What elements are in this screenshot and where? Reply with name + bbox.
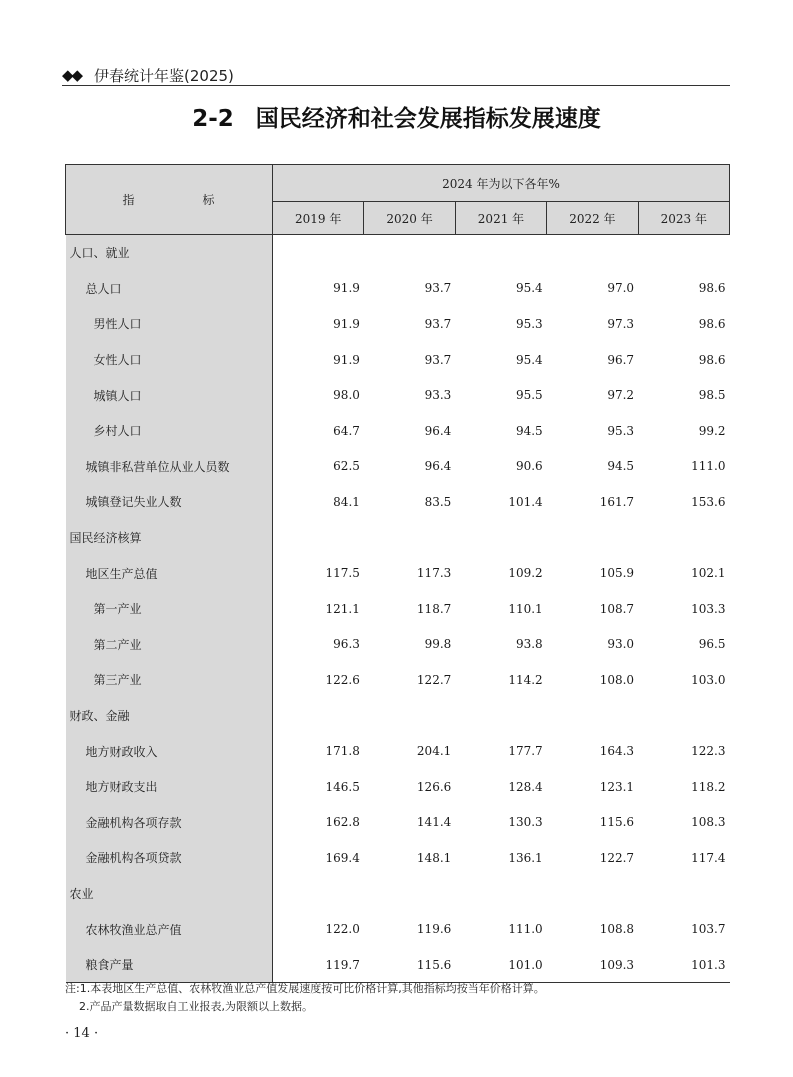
value-cell: 97.0 — [607, 281, 635, 296]
value-cell: 117.3 — [416, 566, 452, 581]
value-cell: 122.7 — [599, 850, 635, 865]
value-cell: 93.7 — [424, 281, 452, 296]
year-header: 2022 年 — [547, 202, 638, 235]
footnote-1: 注:1.本表地区生产总值、农林牧渔业总产值发展速度按可比价格计算,其他指标均按当年价格计算。 — [65, 982, 545, 995]
value-cell: 93.3 — [424, 388, 452, 403]
row-label: 总人口 — [66, 271, 273, 307]
value-cell: 126.6 — [416, 779, 452, 794]
value-cell: 122.6 — [325, 672, 360, 687]
value-cell: 93.8 — [515, 637, 543, 652]
value-cell: 96.5 — [698, 637, 726, 652]
footnote-2: 2.产品产量数据取自工业报表,为限额以上数据。 — [79, 1000, 313, 1013]
table-row — [66, 377, 730, 413]
value-cell: 96.7 — [607, 352, 635, 367]
value-cell: 119.6 — [416, 922, 452, 937]
section-row — [66, 520, 730, 556]
value-cell: 95.5 — [515, 388, 543, 403]
value-cell: 109.2 — [508, 566, 543, 581]
value-cell: 93.0 — [607, 637, 635, 652]
value-cell — [455, 235, 546, 271]
value-cell: 91.9 — [333, 352, 360, 367]
row-label: 男性人口 — [66, 306, 273, 342]
table-row — [66, 769, 730, 805]
value-cell: 102.1 — [691, 566, 726, 581]
value-cell: 84.1 — [333, 494, 360, 509]
value-cell: 118.2 — [691, 779, 726, 794]
value-cell: 93.7 — [424, 316, 452, 331]
table-row — [66, 733, 730, 769]
table-row — [66, 840, 730, 876]
diamond-icon: ◆◆ — [62, 66, 82, 84]
value-cell: 114.2 — [508, 672, 543, 687]
value-cell: 148.1 — [416, 850, 452, 865]
year-header: 2020 年 — [364, 202, 455, 235]
value-cell: 98.6 — [698, 352, 726, 367]
row-label: 农业 — [66, 876, 273, 912]
row-label: 乡村人口 — [66, 413, 273, 449]
table-row — [66, 306, 730, 342]
value-cell: 94.5 — [515, 423, 543, 438]
row-label: 国民经济核算 — [66, 520, 273, 556]
value-cell: 98.0 — [333, 388, 360, 403]
value-cell: 110.1 — [508, 601, 543, 616]
table-row — [66, 805, 730, 841]
value-cell: 128.4 — [508, 779, 543, 794]
value-cell: 90.6 — [515, 459, 543, 474]
row-label: 地方财政支出 — [66, 769, 273, 805]
value-cell: 96.4 — [424, 423, 452, 438]
row-label: 女性人口 — [66, 342, 273, 378]
value-cell: 111.0 — [508, 922, 543, 937]
value-cell: 103.0 — [691, 672, 726, 687]
value-cell: 91.9 — [333, 281, 360, 296]
row-label: 粮食产量 — [66, 947, 273, 983]
value-cell: 95.3 — [515, 316, 543, 331]
table-title: 国民经济和社会发展指标发展速度 — [255, 106, 601, 132]
value-cell: 98.6 — [698, 281, 726, 296]
value-cell: 103.3 — [691, 601, 726, 616]
table-row — [66, 911, 730, 947]
value-cell: 117.5 — [325, 566, 360, 581]
value-cell: 119.7 — [273, 947, 364, 983]
value-cell — [455, 698, 546, 734]
page-title — [0, 100, 793, 133]
table-row — [66, 484, 730, 520]
row-label: 城镇登记失业人数 — [66, 484, 273, 520]
value-cell: 136.1 — [508, 850, 543, 865]
row-label: 人口、就业 — [66, 235, 273, 271]
section-row — [66, 235, 730, 271]
value-cell — [547, 698, 638, 734]
value-cell: 97.3 — [607, 316, 635, 331]
table-row — [66, 627, 730, 663]
table-row — [66, 271, 730, 307]
value-cell: 98.6 — [698, 316, 726, 331]
value-cell: 177.7 — [508, 744, 543, 759]
value-cell: 94.5 — [607, 459, 635, 474]
value-cell: 164.3 — [599, 744, 635, 759]
value-cell: 123.1 — [599, 779, 635, 794]
row-label: 农林牧渔业总产值 — [66, 911, 273, 947]
row-label: 地区生产总值 — [66, 555, 273, 591]
value-cell: 115.6 — [364, 947, 455, 983]
value-cell — [638, 876, 729, 912]
row-label: 第二产业 — [66, 627, 273, 663]
value-cell: 115.6 — [599, 815, 635, 830]
value-cell — [273, 520, 364, 556]
header-rule — [62, 85, 730, 86]
table-row — [66, 662, 730, 698]
value-cell: 162.8 — [325, 815, 360, 830]
value-cell: 122.0 — [325, 922, 360, 937]
table-row — [66, 947, 730, 983]
value-cell: 109.3 — [547, 947, 638, 983]
value-cell: 101.4 — [508, 494, 543, 509]
value-cell — [455, 876, 546, 912]
value-cell — [364, 698, 455, 734]
value-cell: 103.7 — [691, 922, 726, 937]
row-label: 金融机构各项存款 — [66, 805, 273, 841]
row-label: 地方财政收入 — [66, 733, 273, 769]
year-header: 2021 年 — [455, 202, 546, 235]
indicator-header: 指 标 — [66, 165, 273, 235]
value-cell: 95.3 — [607, 423, 635, 438]
value-cell: 101.0 — [455, 947, 546, 983]
value-cell: 108.3 — [691, 815, 726, 830]
value-cell — [273, 235, 364, 271]
value-cell: 118.7 — [416, 601, 452, 616]
footnotes — [65, 980, 545, 1016]
value-cell — [638, 698, 729, 734]
value-cell: 122.7 — [416, 672, 452, 687]
value-cell — [638, 235, 729, 271]
row-label: 城镇人口 — [66, 377, 273, 413]
table-row — [66, 342, 730, 378]
value-cell — [547, 235, 638, 271]
page-number: · 14 · — [65, 1026, 99, 1041]
table-row — [66, 449, 730, 485]
value-cell: 62.5 — [333, 459, 360, 474]
value-cell: 93.7 — [424, 352, 452, 367]
value-cell: 99.8 — [424, 637, 452, 652]
book-title: 伊春统计年鉴(2025) — [94, 67, 234, 85]
value-cell: 95.4 — [515, 352, 543, 367]
year-header: 2023 年 — [638, 202, 729, 235]
row-label: 财政、金融 — [66, 698, 273, 734]
table-number: 2-2 — [192, 106, 234, 132]
indicator-table — [65, 164, 730, 983]
table-row — [66, 591, 730, 627]
table-row — [66, 413, 730, 449]
value-cell: 108.8 — [599, 922, 635, 937]
value-cell — [547, 876, 638, 912]
running-header — [62, 62, 730, 86]
value-cell: 96.4 — [424, 459, 452, 474]
value-cell — [273, 698, 364, 734]
value-cell — [638, 520, 729, 556]
year-header: 2019 年 — [273, 202, 364, 235]
value-cell — [455, 520, 546, 556]
value-cell: 64.7 — [333, 423, 360, 438]
value-cell: 121.1 — [325, 601, 360, 616]
value-cell: 95.4 — [515, 281, 543, 296]
value-cell — [273, 876, 364, 912]
value-cell: 111.0 — [691, 459, 726, 474]
value-cell: 91.9 — [333, 316, 360, 331]
value-cell: 108.7 — [599, 601, 635, 616]
value-cell: 99.2 — [698, 423, 726, 438]
value-cell: 171.8 — [325, 744, 360, 759]
value-cell: 83.5 — [424, 494, 452, 509]
value-cell: 108.0 — [599, 672, 635, 687]
value-cell: 101.3 — [638, 947, 729, 983]
value-cell: 97.2 — [607, 388, 635, 403]
row-label: 金融机构各项贷款 — [66, 840, 273, 876]
value-cell — [364, 520, 455, 556]
value-cell: 146.5 — [325, 779, 360, 794]
value-cell — [364, 235, 455, 271]
value-cell — [547, 520, 638, 556]
section-row — [66, 876, 730, 912]
value-cell: 105.9 — [599, 566, 635, 581]
value-cell — [364, 876, 455, 912]
value-cell: 96.3 — [333, 637, 360, 652]
row-label: 第一产业 — [66, 591, 273, 627]
value-cell: 141.4 — [416, 815, 452, 830]
section-row — [66, 698, 730, 734]
group-header: 2024 年为以下各年% — [273, 165, 730, 202]
value-cell: 117.4 — [691, 850, 726, 865]
value-cell: 130.3 — [508, 815, 543, 830]
value-cell: 98.5 — [698, 388, 726, 403]
value-cell: 169.4 — [325, 850, 360, 865]
table-row — [66, 555, 730, 591]
value-cell: 153.6 — [691, 494, 726, 509]
value-cell: 161.7 — [599, 494, 635, 509]
value-cell: 204.1 — [416, 744, 452, 759]
row-label: 第三产业 — [66, 662, 273, 698]
row-label: 城镇非私营单位从业人员数 — [66, 449, 273, 485]
value-cell: 122.3 — [691, 744, 726, 759]
